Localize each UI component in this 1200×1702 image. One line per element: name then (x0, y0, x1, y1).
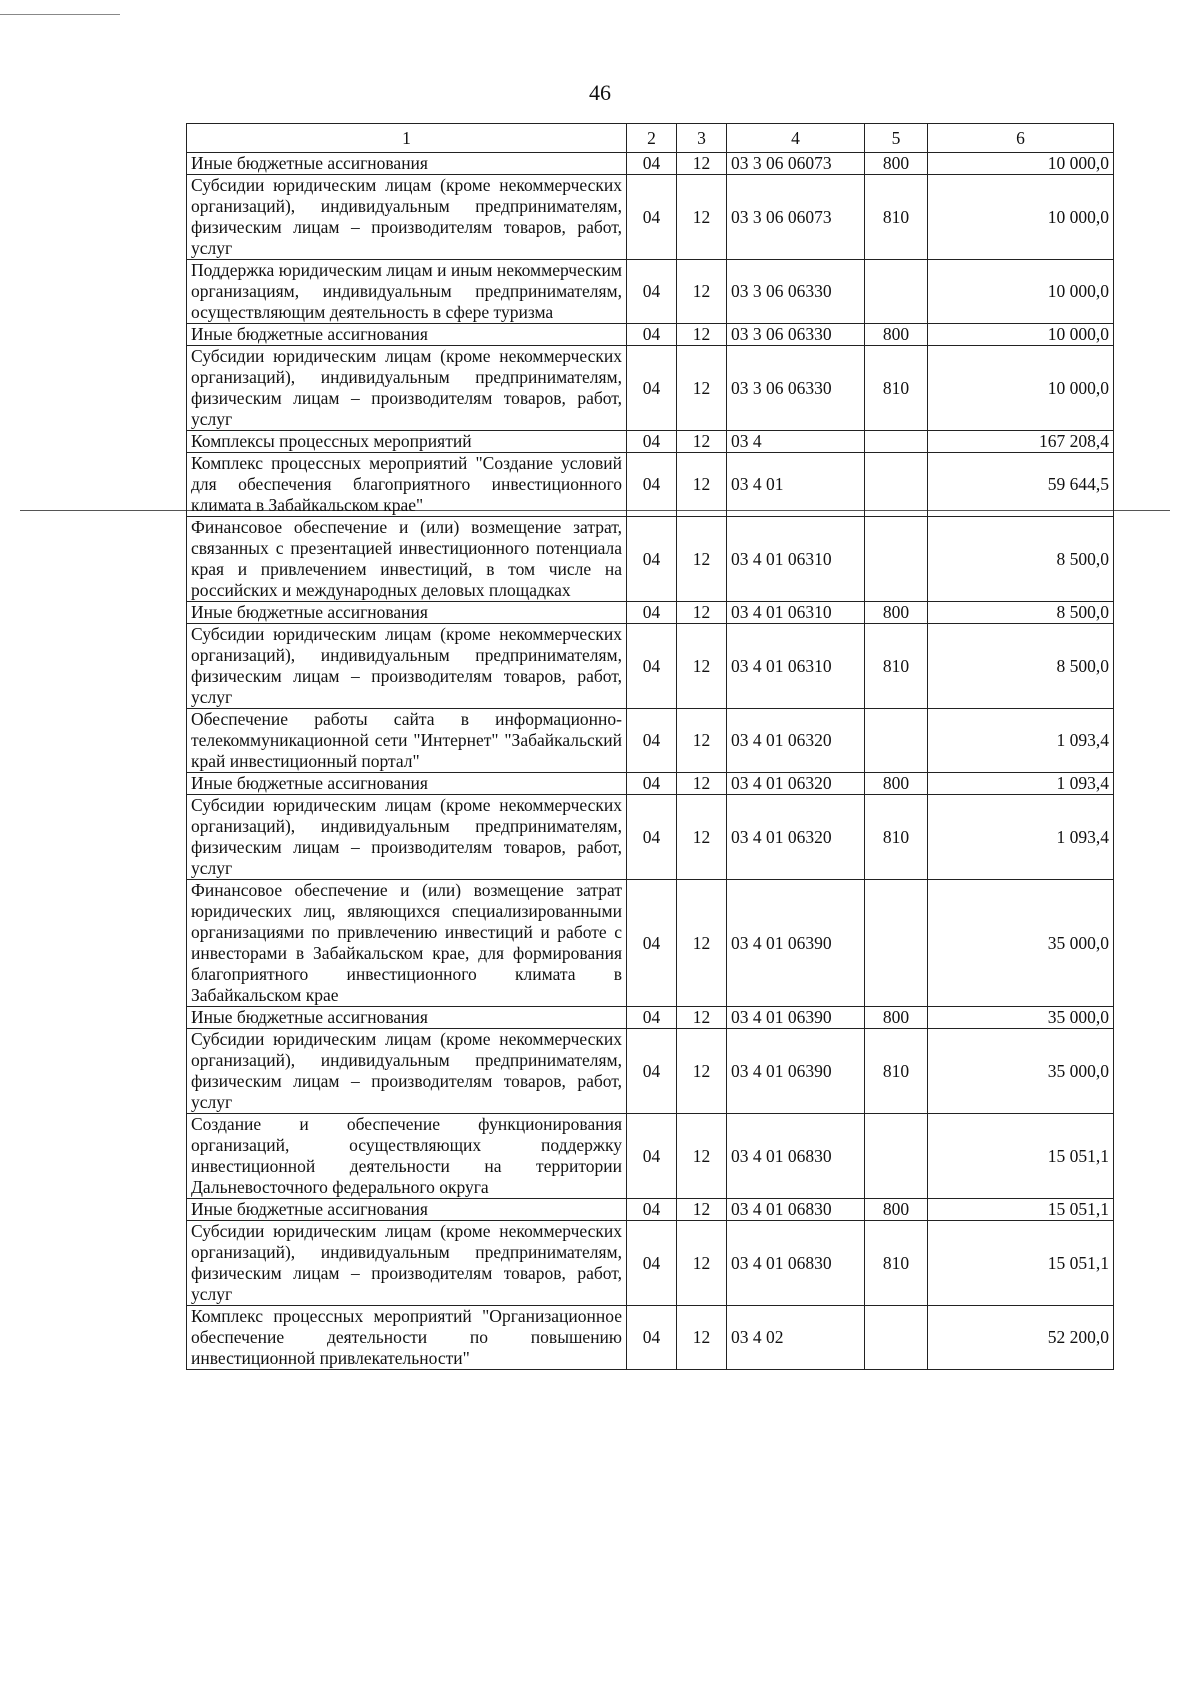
item-name-cell: Субсидии юридическим лицам (кроме некоммерческих организаций), индивидуальным предпринимателям, физическим лицам – производителям товаров, работ, услуг (187, 1029, 627, 1114)
scan-edge-line-top (0, 14, 120, 15)
expense-type-cell (865, 260, 928, 324)
subsection-code-cell: 12 (677, 795, 727, 880)
expense-type-cell: 810 (865, 795, 928, 880)
item-name-cell: Создание и обеспечение функционирования организаций, осуществляющих поддержку инвестиционной деятельности на территории Дальневосточного федерального округа (187, 1114, 627, 1199)
table-row (187, 517, 1114, 602)
budget-allocation-table (186, 123, 1114, 1370)
subsection-code-cell: 12 (677, 880, 727, 1007)
expense-type-cell: 810 (865, 1029, 928, 1114)
subsection-code-cell: 12 (677, 431, 727, 453)
amount-cell: 10 000,0 (928, 346, 1114, 431)
table-row (187, 324, 1114, 346)
amount-cell: 10 000,0 (928, 153, 1114, 175)
target-article-cell: 03 4 01 06390 (727, 1029, 865, 1114)
expense-type-cell: 800 (865, 1007, 928, 1029)
subsection-code-cell: 12 (677, 153, 727, 175)
expense-type-cell (865, 517, 928, 602)
item-name-cell: Комплекс процессных мероприятий "Организационное обеспечение деятельности по повышению инвестиционной привлекательности" (187, 1306, 627, 1370)
column-header: 6 (928, 124, 1114, 153)
expense-type-cell: 800 (865, 153, 928, 175)
subsection-code-cell: 12 (677, 624, 727, 709)
item-name-cell: Обеспечение работы сайта в информационно-телекоммуникационной сети "Интернет" "Забайкальский край инвестиционный портал" (187, 709, 627, 773)
section-code-cell: 04 (627, 175, 677, 260)
subsection-code-cell: 12 (677, 260, 727, 324)
amount-cell: 167 208,4 (928, 431, 1114, 453)
table-row (187, 1007, 1114, 1029)
item-name-cell: Поддержка юридическим лицам и иным некоммерческим организациям, индивидуальным предпринимателям, осуществляющим деятельность в сфере туризма (187, 260, 627, 324)
section-code-cell: 04 (627, 153, 677, 175)
section-code-cell: 04 (627, 1029, 677, 1114)
expense-type-cell: 800 (865, 1199, 928, 1221)
section-code-cell: 04 (627, 773, 677, 795)
target-article-cell: 03 3 06 06330 (727, 346, 865, 431)
column-number-row (187, 124, 1114, 153)
amount-cell: 10 000,0 (928, 260, 1114, 324)
subsection-code-cell: 12 (677, 453, 727, 517)
item-name-cell: Субсидии юридическим лицам (кроме некоммерческих организаций), индивидуальным предпринимателям, физическим лицам – производителям товаров, работ, услуг (187, 346, 627, 431)
target-article-cell: 03 3 06 06073 (727, 175, 865, 260)
section-code-cell: 04 (627, 624, 677, 709)
item-name-cell: Субсидии юридическим лицам (кроме некоммерческих организаций), индивидуальным предпринимателям, физическим лицам – производителям товаров, работ, услуг (187, 795, 627, 880)
item-name-cell: Комплекс процессных мероприятий "Создание условий для обеспечения благоприятного инвестиционного климата в Забайкальском крае" (187, 453, 627, 517)
target-article-cell: 03 3 06 06330 (727, 324, 865, 346)
target-article-cell: 03 4 (727, 431, 865, 453)
column-header: 5 (865, 124, 928, 153)
target-article-cell: 03 3 06 06330 (727, 260, 865, 324)
amount-cell: 52 200,0 (928, 1306, 1114, 1370)
table-row (187, 1306, 1114, 1370)
target-article-cell: 03 4 01 06390 (727, 880, 865, 1007)
target-article-cell: 03 3 06 06073 (727, 153, 865, 175)
expense-type-cell (865, 1114, 928, 1199)
section-code-cell: 04 (627, 1114, 677, 1199)
table-row (187, 624, 1114, 709)
table-row (187, 431, 1114, 453)
table-row (187, 153, 1114, 175)
table-row (187, 1114, 1114, 1199)
section-code-cell: 04 (627, 1199, 677, 1221)
table-row (187, 453, 1114, 517)
expense-type-cell: 800 (865, 773, 928, 795)
target-article-cell: 03 4 01 06830 (727, 1221, 865, 1306)
table-row (187, 346, 1114, 431)
target-article-cell: 03 4 02 (727, 1306, 865, 1370)
subsection-code-cell: 12 (677, 517, 727, 602)
table-row (187, 175, 1114, 260)
column-header: 4 (727, 124, 865, 153)
subsection-code-cell: 12 (677, 346, 727, 431)
target-article-cell: 03 4 01 06310 (727, 602, 865, 624)
column-header: 1 (187, 124, 627, 153)
subsection-code-cell: 12 (677, 1007, 727, 1029)
target-article-cell: 03 4 01 06310 (727, 517, 865, 602)
target-article-cell: 03 4 01 06830 (727, 1114, 865, 1199)
table-row (187, 1199, 1114, 1221)
section-code-cell: 04 (627, 1306, 677, 1370)
amount-cell: 1 093,4 (928, 773, 1114, 795)
expense-type-cell: 800 (865, 602, 928, 624)
table-row (187, 709, 1114, 773)
item-name-cell: Иные бюджетные ассигнования (187, 153, 627, 175)
section-code-cell: 04 (627, 880, 677, 1007)
table-body (187, 153, 1114, 1370)
amount-cell: 15 051,1 (928, 1199, 1114, 1221)
amount-cell: 8 500,0 (928, 517, 1114, 602)
subsection-code-cell: 12 (677, 602, 727, 624)
target-article-cell: 03 4 01 06320 (727, 709, 865, 773)
section-code-cell: 04 (627, 709, 677, 773)
expense-type-cell (865, 1306, 928, 1370)
table-row (187, 773, 1114, 795)
expense-type-cell (865, 453, 928, 517)
item-name-cell: Финансовое обеспечение и (или) возмещение затрат, связанных с презентацией инвестиционного потенциала края и привлечением инвестиций, в том числе на российских и международных деловых площадках (187, 517, 627, 602)
amount-cell: 1 093,4 (928, 795, 1114, 880)
section-code-cell: 04 (627, 453, 677, 517)
item-name-cell: Иные бюджетные ассигнования (187, 324, 627, 346)
subsection-code-cell: 12 (677, 1029, 727, 1114)
table-row (187, 880, 1114, 1007)
subsection-code-cell: 12 (677, 1221, 727, 1306)
section-code-cell: 04 (627, 795, 677, 880)
expense-type-cell: 810 (865, 1221, 928, 1306)
subsection-code-cell: 12 (677, 709, 727, 773)
amount-cell: 15 051,1 (928, 1221, 1114, 1306)
target-article-cell: 03 4 01 06320 (727, 773, 865, 795)
page-number: 46 (589, 80, 611, 105)
target-article-cell: 03 4 01 06320 (727, 795, 865, 880)
table-row (187, 1029, 1114, 1114)
subsection-code-cell: 12 (677, 324, 727, 346)
section-code-cell: 04 (627, 260, 677, 324)
subsection-code-cell: 12 (677, 1199, 727, 1221)
amount-cell: 35 000,0 (928, 1007, 1114, 1029)
amount-cell: 59 644,5 (928, 453, 1114, 517)
item-name-cell: Субсидии юридическим лицам (кроме некоммерческих организаций), индивидуальным предпринимателям, физическим лицам – производителям товаров, работ, услуг (187, 1221, 627, 1306)
target-article-cell: 03 4 01 06830 (727, 1199, 865, 1221)
subsection-code-cell: 12 (677, 773, 727, 795)
item-name-cell: Субсидии юридическим лицам (кроме некоммерческих организаций), индивидуальным предпринимателям, физическим лицам – производителям товаров, работ, услуг (187, 624, 627, 709)
section-code-cell: 04 (627, 324, 677, 346)
amount-cell: 35 000,0 (928, 1029, 1114, 1114)
item-name-cell: Иные бюджетные ассигнования (187, 602, 627, 624)
amount-cell: 8 500,0 (928, 602, 1114, 624)
table-row (187, 260, 1114, 324)
section-code-cell: 04 (627, 346, 677, 431)
expense-type-cell: 810 (865, 175, 928, 260)
table-row (187, 1221, 1114, 1306)
expense-type-cell: 800 (865, 324, 928, 346)
section-code-cell: 04 (627, 517, 677, 602)
amount-cell: 10 000,0 (928, 175, 1114, 260)
expense-type-cell: 810 (865, 624, 928, 709)
target-article-cell: 03 4 01 06310 (727, 624, 865, 709)
amount-cell: 15 051,1 (928, 1114, 1114, 1199)
item-name-cell: Иные бюджетные ассигнования (187, 1199, 627, 1221)
item-name-cell: Субсидии юридическим лицам (кроме некоммерческих организаций), индивидуальным предпринимателям, физическим лицам – производителям товаров, работ, услуг (187, 175, 627, 260)
column-header: 2 (627, 124, 677, 153)
expense-type-cell (865, 431, 928, 453)
subsection-code-cell: 12 (677, 175, 727, 260)
target-article-cell: 03 4 01 06390 (727, 1007, 865, 1029)
section-code-cell: 04 (627, 1007, 677, 1029)
section-code-cell: 04 (627, 431, 677, 453)
section-code-cell: 04 (627, 602, 677, 624)
table-row (187, 602, 1114, 624)
target-article-cell: 03 4 01 (727, 453, 865, 517)
item-name-cell: Комплексы процессных мероприятий (187, 431, 627, 453)
amount-cell: 35 000,0 (928, 880, 1114, 1007)
amount-cell: 10 000,0 (928, 324, 1114, 346)
section-code-cell: 04 (627, 1221, 677, 1306)
amount-cell: 8 500,0 (928, 624, 1114, 709)
expense-type-cell (865, 880, 928, 1007)
expense-type-cell (865, 709, 928, 773)
expense-type-cell: 810 (865, 346, 928, 431)
item-name-cell: Иные бюджетные ассигнования (187, 1007, 627, 1029)
column-header: 3 (677, 124, 727, 153)
item-name-cell: Финансовое обеспечение и (или) возмещение затрат юридических лиц, являющихся специализированными организациями по привлечению инвестиций и работе с инвесторами в Забайкальском крае, для формирования благоприятного инвестиционного климата в Забайкальском крае (187, 880, 627, 1007)
table-row (187, 795, 1114, 880)
subsection-code-cell: 12 (677, 1114, 727, 1199)
item-name-cell: Иные бюджетные ассигнования (187, 773, 627, 795)
amount-cell: 1 093,4 (928, 709, 1114, 773)
subsection-code-cell: 12 (677, 1306, 727, 1370)
